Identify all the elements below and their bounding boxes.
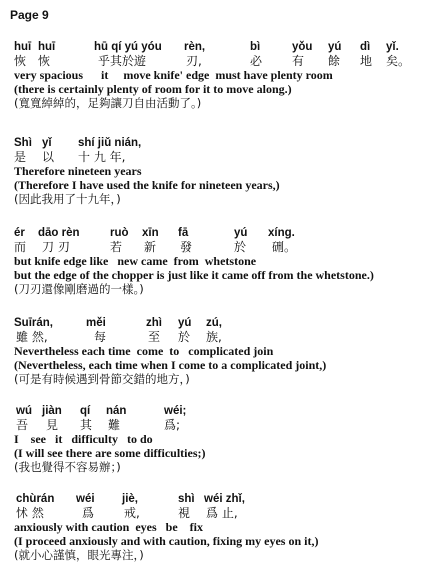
pinyin-word: hū qí yú yóu (94, 41, 162, 53)
hanzi-word: 難 (108, 418, 121, 432)
hanzi-word: 是 (14, 150, 27, 164)
pinyin-word: zhì (146, 317, 162, 329)
translation-line: (I will see there are some difficulties;) (14, 446, 206, 460)
pinyin-line (14, 404, 418, 418)
pinyin-line (14, 226, 418, 240)
hanzi-word: 刃, (186, 54, 202, 68)
stanza (14, 404, 418, 474)
chinese-translation-line: (因此我用了十九年，) (14, 192, 121, 206)
pinyin-word: wéi; (164, 405, 187, 417)
page-number: Page 9 (10, 8, 49, 22)
hanzi-word: 恢 (38, 54, 51, 68)
stanza (14, 136, 418, 206)
stanza (14, 316, 418, 386)
pinyin-word: yǒu (292, 41, 313, 53)
hanzi-word: 其 (80, 418, 93, 432)
pinyin-word: xíng. (268, 227, 295, 239)
hanzi-word: 地 (360, 54, 373, 68)
hanzi-line (14, 54, 418, 68)
gloss-line: Nevertheless each time come to complicated join (14, 344, 274, 358)
hanzi-word: 戒, (124, 506, 140, 520)
hanzi-line (14, 418, 418, 432)
pinyin-word: yǐ. (386, 41, 399, 53)
hanzi-word: 族, (206, 330, 222, 344)
hanzi-word: 若 (110, 240, 123, 254)
translation-line: (Nevertheless, each time when I come to a complicated joint,) (14, 358, 327, 372)
translation-line: (I proceed anxiously and with caution, fixing my eyes on it,) (14, 534, 319, 548)
pinyin-word: yú (178, 317, 192, 329)
hanzi-word: 而 (14, 240, 27, 254)
pinyin-word: jiè, (122, 493, 138, 505)
pinyin-word: huī (38, 41, 56, 53)
hanzi-word: 餘 (328, 54, 341, 68)
pinyin-word: wéi (76, 493, 95, 505)
hanzi-word: 視 (178, 506, 191, 520)
chinese-translation-line: (刀刃還像剛磨過的一樣。) (14, 282, 144, 296)
hanzi-word: 恢 (14, 54, 27, 68)
pinyin-word: qí (80, 405, 91, 417)
hanzi-word: 十 九 年, (78, 150, 126, 164)
gloss-line: anxiously with caution eyes be fix (14, 520, 204, 534)
hanzi-line (14, 240, 418, 254)
hanzi-word: 爲 止, (206, 506, 238, 520)
pinyin-word: chùrán (16, 493, 55, 505)
pinyin-word: huī (14, 41, 32, 53)
pinyin-word: shì (178, 493, 195, 505)
pinyin-word: shí jiǔ nián, (78, 137, 142, 149)
hanzi-word: 發 (180, 240, 193, 254)
hanzi-word: 雖 然, (16, 330, 48, 344)
pinyin-word: Suīrán, (14, 317, 53, 329)
pinyin-word: měi (86, 317, 106, 329)
hanzi-word: 必 (250, 54, 263, 68)
chinese-translation-line: (就小心謹慎，眼光專注，) (14, 548, 144, 562)
pinyin-word: yǐ (42, 137, 52, 149)
hanzi-word: 每 (94, 330, 107, 344)
hanzi-word: 吾 (16, 418, 29, 432)
hanzi-word: 硎。 (272, 240, 297, 254)
pinyin-word: jiàn (42, 405, 62, 417)
chinese-translation-line: (寬寬綽綽的，足夠讓刀自由活動了。) (14, 96, 202, 110)
pinyin-word: wú (16, 405, 32, 417)
hanzi-word: 矣。 (386, 54, 411, 68)
stanza (14, 226, 418, 296)
pinyin-word: nán (106, 405, 127, 417)
pinyin-word: fā (178, 227, 189, 239)
hanzi-word: 有 (292, 54, 305, 68)
chinese-translation-line: (可是有時候遇到骨節交錯的地方，) (14, 372, 190, 386)
stanza (14, 40, 418, 110)
hanzi-line (14, 330, 418, 344)
pinyin-line (14, 40, 418, 54)
hanzi-line (14, 150, 418, 164)
pinyin-word: dì (360, 41, 371, 53)
pinyin-word: ruò (110, 227, 129, 239)
hanzi-word: 於 (234, 240, 247, 254)
hanzi-word: 爲 (82, 506, 95, 520)
hanzi-word: 於 (178, 330, 191, 344)
translation-line: but the edge of the chopper is just like it came off from the whetstone.) (14, 268, 374, 282)
chinese-translation-line: (我也覺得不容易辦；) (14, 460, 121, 474)
pinyin-word: Shì (14, 137, 32, 149)
hanzi-word: 以 (42, 150, 55, 164)
pinyin-line (14, 316, 418, 330)
pinyin-word: xīn (142, 227, 159, 239)
hanzi-word: 刀 刃 (42, 240, 70, 254)
hanzi-word: 爲; (164, 418, 181, 432)
gloss-line: I see it difficulty to do (14, 432, 153, 446)
pinyin-line (14, 492, 418, 506)
hanzi-word: 見 (46, 418, 59, 432)
pinyin-word: wéi zhǐ, (204, 493, 245, 505)
pinyin-line (14, 136, 418, 150)
gloss-line: but knife edge like new came from whetstone (14, 254, 257, 268)
pinyin-word: rèn, (184, 41, 206, 53)
pinyin-word: yú (234, 227, 248, 239)
hanzi-line (14, 506, 418, 520)
hanzi-word: 新 (144, 240, 157, 254)
pinyin-word: dāo rèn (38, 227, 80, 239)
gloss-line: very spacious it move knife' edge must have plenty room (14, 68, 333, 82)
hanzi-word: 怵 然 (16, 506, 44, 520)
pinyin-word: yú (328, 41, 342, 53)
pinyin-word: ér (14, 227, 25, 239)
hanzi-word: 至 (148, 330, 161, 344)
stanza (14, 492, 418, 562)
translation-line: (Therefore I have used the knife for nineteen years,) (14, 178, 280, 192)
pinyin-word: bì (250, 41, 261, 53)
hanzi-word: 乎其於遊 (98, 54, 147, 68)
pinyin-word: zú, (206, 317, 222, 329)
gloss-line: Therefore nineteen years (14, 164, 142, 178)
translation-line: (there is certainly plenty of room for it to move along.) (14, 82, 292, 96)
